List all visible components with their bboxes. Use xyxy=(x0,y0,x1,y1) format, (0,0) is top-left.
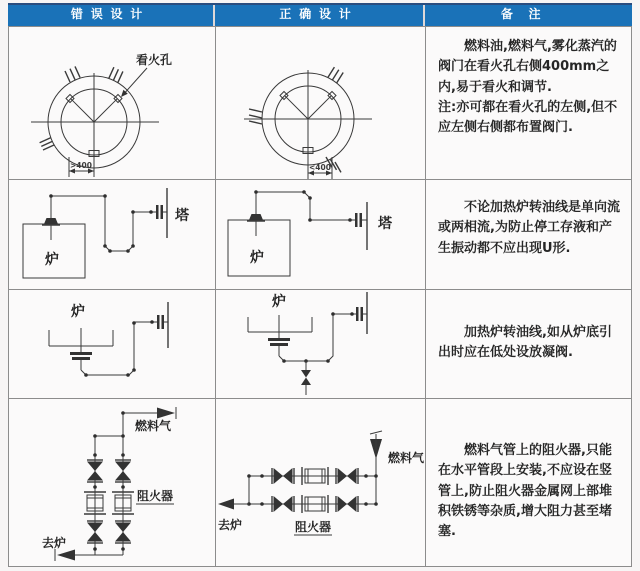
tower-nozzle-flange xyxy=(356,292,367,334)
vertical-pipes xyxy=(95,413,123,555)
furnace-label: 炉 xyxy=(272,294,286,310)
remark-text: 不论加热炉转油线是单向流或两相流,为防止停工存液和产生振动都不应出现U形. xyxy=(438,200,621,256)
furnace-bottom-trough xyxy=(49,328,113,352)
valve xyxy=(87,521,131,543)
sight-hole-label: 看火孔 xyxy=(136,53,173,67)
remark-text: 加热炉转油线,如从炉底引出时应在低处设放凝阀. xyxy=(438,325,612,361)
tower-nozzle-flange xyxy=(157,302,168,348)
valve xyxy=(336,468,358,512)
dimension-gt400 xyxy=(69,157,94,177)
tower-nozzle-flange xyxy=(156,188,167,238)
furnace-shell-circles xyxy=(31,73,159,177)
to-furnace-label: 去炉 xyxy=(218,518,243,532)
furnace-bottom-trough xyxy=(248,315,312,338)
arrester-label: 阻火器 xyxy=(137,489,174,503)
tower-nozzle-flange xyxy=(355,202,367,250)
burner-hatch-marks xyxy=(249,67,343,172)
to-furnace-label: 去炉 xyxy=(42,536,67,550)
bottom-nozzle-flange xyxy=(70,352,92,370)
furnace-shell-circles xyxy=(244,70,372,179)
to-furnace-outlet xyxy=(218,499,249,533)
row4-correct-diagram xyxy=(216,399,426,566)
furnace-box xyxy=(228,220,290,276)
row3-wrong-diagram xyxy=(9,290,216,399)
row1-wrong-diagram xyxy=(9,27,216,180)
to-furnace-outlet xyxy=(42,535,95,561)
row4-wrong-diagram xyxy=(9,399,216,566)
flame-arrester xyxy=(302,467,328,513)
transfer-line-u-bend-drawing xyxy=(9,180,216,290)
transfer-line-no-u-drawing xyxy=(216,180,426,290)
horizontal-pipes xyxy=(249,476,376,504)
pipe-run xyxy=(279,312,356,363)
valves-and-arresters xyxy=(272,467,358,513)
row4-remark xyxy=(426,399,631,566)
tower-label: 塔 xyxy=(175,208,189,224)
remark-text: 燃料气管上的阻火器,只能在水平管段上安装,不应设在竖管上,防止阻火器金属网上部堆积铁锈等杂质,增大阻力甚至堵塞. xyxy=(438,443,612,540)
table-header xyxy=(8,3,632,26)
arrester-vertical-drawing xyxy=(9,399,216,566)
header-wrong-design: 错误设计 xyxy=(8,5,215,26)
arrester-label: 阻火器 xyxy=(295,520,332,534)
furnace-label: 炉 xyxy=(71,304,85,320)
valve xyxy=(87,460,131,482)
tower-label: 塔 xyxy=(378,216,392,232)
row2-remark xyxy=(426,180,631,290)
header-remark: 备注 xyxy=(425,5,632,26)
furnace-bottom-with-drain-drawing xyxy=(216,290,426,399)
comparison-table xyxy=(8,3,632,565)
sight-hole-callout xyxy=(121,52,172,97)
pipe-run xyxy=(254,190,355,222)
header-correct-design: 正确设计 xyxy=(215,5,425,26)
dim-text-gt400: >400 xyxy=(70,161,92,170)
pipe-dots xyxy=(93,411,125,551)
row2-wrong-diagram xyxy=(9,180,216,290)
furnace-box xyxy=(23,224,85,278)
row1-remark xyxy=(426,27,631,180)
furnace-circle-wrong-drawing xyxy=(9,27,216,180)
furnace-label: 炉 xyxy=(250,250,264,266)
arrester-horizontal-drawing xyxy=(216,399,426,566)
dim-text-lt400: <400 xyxy=(309,163,331,172)
arrester-callout xyxy=(294,519,332,535)
flame-arrester xyxy=(84,492,134,514)
remark-text: 燃料油,燃料气,雾化蒸汽的阀门在看火孔右侧400mm之内,易于看火和调节. xyxy=(438,39,617,95)
furnace-bottom-no-drain-drawing xyxy=(9,290,216,399)
pipe-run xyxy=(81,320,157,377)
valve xyxy=(272,468,294,512)
drain-valve xyxy=(301,361,311,395)
row3-correct-diagram xyxy=(216,290,426,399)
fuel-gas-label: 燃料气 xyxy=(388,451,425,465)
furnace-label: 炉 xyxy=(45,252,59,268)
fuel-gas-label: 燃料气 xyxy=(135,419,172,433)
table-body xyxy=(8,26,632,567)
arrester-callout xyxy=(136,488,174,504)
bottom-nozzle-flange xyxy=(268,338,290,356)
row3-remark xyxy=(426,290,631,399)
furnace-circle-correct-drawing xyxy=(216,27,426,180)
fuel-gas-inlet xyxy=(370,431,425,504)
remark-note: 注:亦可都在看火孔的左侧,但不应左侧右侧都布置阀门. xyxy=(438,99,618,136)
row1-correct-diagram xyxy=(216,27,426,180)
row2-correct-diagram xyxy=(216,180,426,290)
valves-and-arresters xyxy=(84,460,134,543)
furnace-nozzle-flange xyxy=(42,218,60,225)
furnace-nozzle-flange xyxy=(247,214,265,221)
fuel-gas-inlet xyxy=(123,407,176,433)
